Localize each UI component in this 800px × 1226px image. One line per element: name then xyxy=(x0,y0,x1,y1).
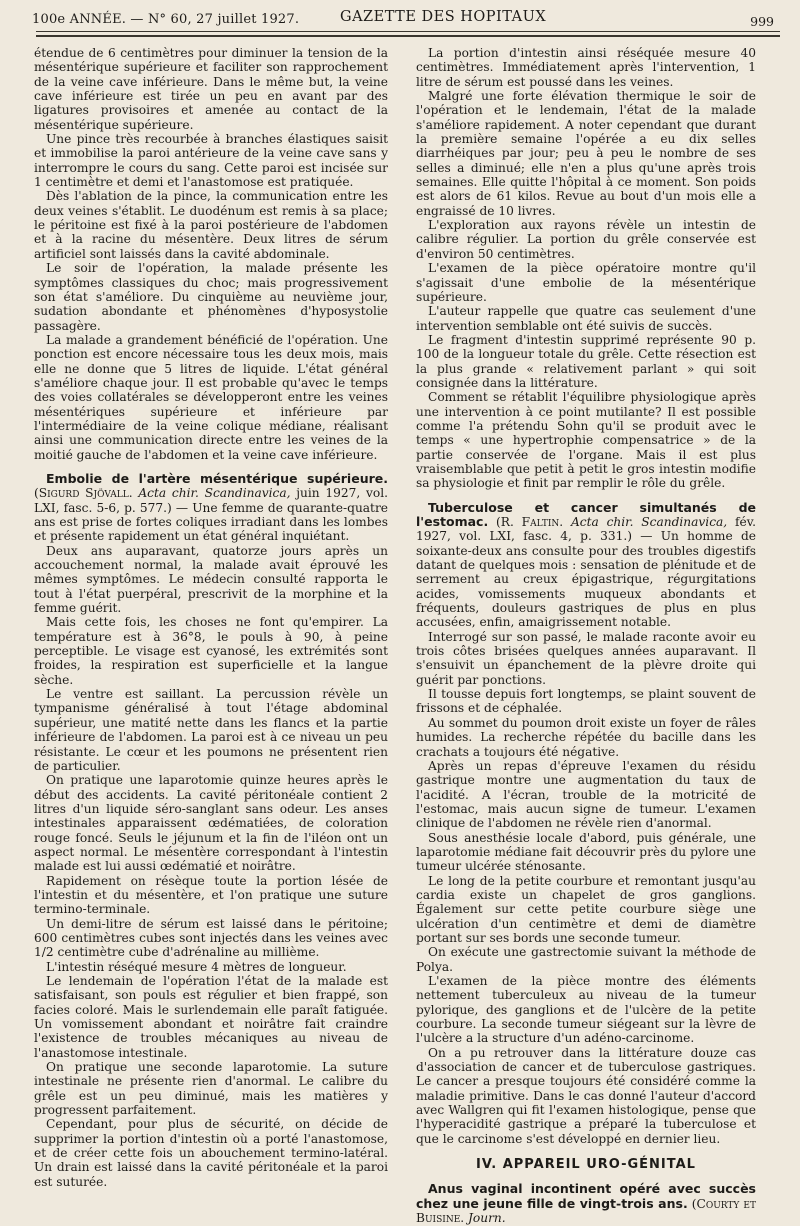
paragraph: Deux ans auparavant, quatorze jours après un accouchement normal, la malade avait éprouvé les mêmes symptômes. Le médecin consulté rapporta le tout à l'état puerpéral, prescrivit de la morphine et la femme guérit. xyxy=(34,543,388,616)
header-rule-thick xyxy=(36,35,780,37)
issue-info: 100e ANNÉE. — N° 60, 27 juillet 1927. xyxy=(32,12,300,27)
paragraph: L'auteur rappelle que quatre cas seulement d'une intervention semblable ont été suivis de succès. xyxy=(416,304,756,333)
page-number: 999 xyxy=(750,14,774,29)
paragraph: On pratique une seconde laparotomie. La suture intestinale ne présente rien d'anormal. Le calibre du grêle est un peu diminué, mais les matières y progressent parfaitement. xyxy=(34,1060,388,1118)
article-journal: Acta chir. Scandinavica, xyxy=(138,486,291,501)
paragraph: Cependant, pour plus de sécurité, on décide de supprimer la portion d'intestin où a porté l'anastomose, et de créer cette fois un abouchement termino-latéral. Un drain est laissé dans la cavité péritonéale et la paroi est suturée. xyxy=(34,1117,388,1189)
paragraph: Mais cette fois, les choses ne font qu'empirer. La température est à 36°8, le pouls à 90, à peine perceptible. Le visage est cyanosé, les extrémités sont froides, la respiration est superficielle et la langue sèche. xyxy=(34,615,388,687)
paragraph: La malade a grandement bénéficié de l'opération. Une ponction est encore nécessaire tous les deux mois, mais elle ne donne que 5 litres de liquide. L'état général s'améliore chaque jour. Il est probable qu'avec le temps des voies collatérales se développeront entre les veines mésentériques supérieure et inférieure par l'intermédiaire de la veine colique médiane, réalisant ainsi une communication directe entre les veines de la moitié gauche de l'abdomen et la veine cave inférieure. xyxy=(34,332,388,462)
paragraph: Il tousse depuis fort longtemps, se plaint souvent de frissons et de céphalée. xyxy=(416,687,756,716)
paragraph: Après un repas d'épreuve l'examen du résidu gastrique montre une augmentation du taux de l'acidité. A l'écran, trouble de la motricité de l'estomac, mais aucun signe de tumeur. L'examen clinique de l'abdomen ne révèle rien d'anormal. xyxy=(416,758,756,831)
article-journal: Acta chir. Scandinavica, xyxy=(570,515,728,529)
paragraph: Le long de la petite courbure et remontant jusqu'au cardia existe un chapelet de gros ganglions. Également sur cette petite courbure siège une ulcération d'un centimètre et demi de diamètre portant sur ses bords une seconde tumeur. xyxy=(416,873,756,945)
article-lead: juin 1927, vol. LXI, fasc. 5-6, p. 577.) — Une femme de quarante-quatre ans est prise de fortes coliques irradiant dans les lombes et présente rapidement un état général inquiétant. xyxy=(34,486,389,544)
paragraph: Le lendemain de l'opération l'état de la malade est satisfaisant, son pouls est régulier et bien frappé, son facies coloré. Mais le surlendemain elle paraît fatiguée. Un vomissement abondant et noirâtre fait craindre l'existence de troubles mécaniques au niveau de l'anastomose intestinale. xyxy=(34,974,388,1060)
paragraph: Au sommet du poumon droit existe un foyer de râles humides. La recherche répétée du bacille dans les crachats a toujours été négative. xyxy=(416,715,756,759)
article-title: Embolie de l'artère mésentérique supérieure. xyxy=(46,470,388,486)
header-rule xyxy=(36,31,780,32)
article-title: Anus vaginal incontinent opéré avec succès chez une jeune fille de vingt-trois ans. xyxy=(416,1181,756,1211)
paragraph: Sous anesthésie locale d'abord, puis générale, une laparotomie médiane fait découvrir près du pylore une tumeur ulcérée sténosante. xyxy=(416,830,756,874)
paragraph: L'intestin réséqué mesure 4 mètres de longueur. xyxy=(46,959,347,974)
paragraph: étendue de 6 centimètres pour diminuer la tension de la mésentérique supérieure et faciliter son rapprochement de la veine cave inférieure. Dans le même but, la veine cave inférieure est tirée un peu en avant par des ligatures provisoires et amenée au contact de la mésentérique supérieure. xyxy=(34,46,388,132)
paragraph: La portion d'intestin ainsi réséquée mesure 40 centimètres. Immédiatement après l'intervention, 1 litre de sérum est poussé dans les veines. xyxy=(416,46,756,89)
article-author: (Sigurd Sjövall. xyxy=(34,486,133,501)
paragraph: On a pu retrouver dans la littérature douze cas d'association de cancer et de tuberculose gastriques. Le cancer a presque toujours été considéré comme la maladie primitive. Dans le cas donné l'auteur d'accord avec Wallgren qui fit l'examen histologique, pense que l'hyperacidité gastrique a préparé la tuberculose et que le carcinome s'est développé en dernier lieu. xyxy=(416,1045,756,1146)
left-column xyxy=(34,46,388,1189)
paragraph: Une pince très recourbée à branches élastiques saisit et immobilise la paroi antérieure de la veine cave sans y interrompre le cours du sang. Cette paroi est incisée sur 1 centimètre et demi et l'anastomose est pratiquée. xyxy=(34,132,388,190)
section-heading: IV. APPAREIL URO-GÉNITAL xyxy=(476,1157,696,1173)
paragraph: Malgré une forte élévation thermique le soir de l'opération et le lendemain, l'état de la malade s'améliore rapidement. A noter cependant que durant la première semaine l'opérée a eu dix selles diarrhéiques par jour; peu à peu le nombre de ses selles a diminué; elle n'en a plus qu'une après trois semaines. Elle quitte l'hôpital à ce moment. Son poids est alors de 61 kilos. Revue au bout d'un mois elle a engraissé de 10 livres. xyxy=(416,89,756,218)
article-author: (Courty et Buisine. xyxy=(416,1196,756,1226)
article-author: (R. Faltin. xyxy=(496,515,564,529)
paragraph: Dès l'ablation de la pince, la communication entre les deux veines s'établit. Le duodénum est remis à sa place; le péritoine est fixé à la paroi postérieure de l'abdomen et à la racine du mésentère. Deux litres de sérum artificiel sont laissés dans la cavité abdominale. xyxy=(34,189,388,261)
paragraph: L'examen de la pièce opératoire montre qu'il s'agissait d'une embolie de la mésentérique supérieure. xyxy=(416,261,756,304)
paragraph: Comment se rétablit l'équilibre physiologique après une intervention à ce point mutilante? Il est possible comme l'a prétendu Sohn qu'il se produit avec le temps « une hypertrophie compensatrice » de la partie conservée de l'organe. Mais il est plus vraisemblable que petit à petit le gros intestin modifie sa physiologie et finit par remplir le rôle du grêle. xyxy=(416,390,756,491)
article-title: Tuberculose et cancer simultanés de l'estomac. xyxy=(416,499,756,529)
article-heading xyxy=(34,472,388,544)
article-lead: fév. 1927, vol. LXI, fasc. 4, p. 331.) — Un homme de soixante-deux ans consulte pour des troubles digestifs datant de quelques mois : sensation de plénitude et de serrement au creux épigastrique, régurgitations acides, vomissements muqueux abondants et fréquents, douleurs gastriques de plus en plus accusées, enfin, amaigrissement notable. xyxy=(416,515,757,630)
article-heading xyxy=(416,501,756,630)
paragraph: Rapidement on résèque toute la portion lésée de l'intestin et du mésentère, et l'on pratique une suture termino-terminale. xyxy=(34,873,388,917)
page-header xyxy=(32,8,782,30)
paragraph: On exécute une gastrectomie suivant la méthode de Polya. xyxy=(416,945,756,974)
paragraph: Le soir de l'opération, la malade présente les symptômes classiques du choc; mais progressivement son état s'améliore. Du cinquième au neuvième jour, sudation abondante et phénomènes d'hyposystolie passagère. xyxy=(34,261,388,333)
article-journal: Journ. xyxy=(468,1211,506,1226)
paragraph: L'exploration aux rayons révèle un intestin de calibre régulier. La portion du grêle conservée est d'environ 50 centimètres. xyxy=(416,218,756,261)
paragraph: L'examen de la pièce montre des éléments nettement tuberculeux au niveau de la tumeur pylorique, des ganglions et de l'ulcère de la petite courbure. La seconde tumeur siégeant sur la lèvre de l'ulcère a la structure d'un adéno-carcinome. xyxy=(416,974,756,1046)
paragraph: On pratique une laparotomie quinze heures après le début des accidents. La cavité péritonéale contient 2 litres d'un liquide séro-sanglant sans odeur. Les anses intestinales apparaissent œdématiées, de coloration rouge foncé. Seuls le jéjunum et la fin de l'iléon ont un aspect normal. Le mésentère correspondant à l'intestin malade est lui aussi œdématié et noirâtre. xyxy=(34,773,388,874)
paragraph: Le ventre est saillant. La percussion révèle un tympanisme généralisé à tout l'étage abdominal supérieur, une matité nette dans les flancs et la partie inférieure de l'abdomen. La paroi est à ce niveau un peu résistante. Le cœur et les poumons ne présentent rien de particulier. xyxy=(34,687,388,773)
journal-title: GAZETTE DES HOPITAUX xyxy=(340,9,547,25)
paragraph: Interrogé sur son passé, le malade raconte avoir eu trois côtes brisées quelques années auparavant. Il s'ensuivit un épanchement de la plèvre droite qui guérit par ponctions. xyxy=(416,629,756,687)
article-heading xyxy=(416,1182,756,1225)
right-column xyxy=(416,46,756,1226)
paragraph: Le fragment d'intestin supprimé représente 90 p. 100 de la longueur totale du grêle. Cette résection est la plus grande « relativement parlant » qui soit consignée dans la littérature. xyxy=(416,332,756,390)
paragraph: Un demi-litre de sérum est laissé dans le péritoine; 600 centimètres cubes sont injectés dans les veines avec 1/2 centimètre cube d'adrénaline au millième. xyxy=(34,916,388,960)
